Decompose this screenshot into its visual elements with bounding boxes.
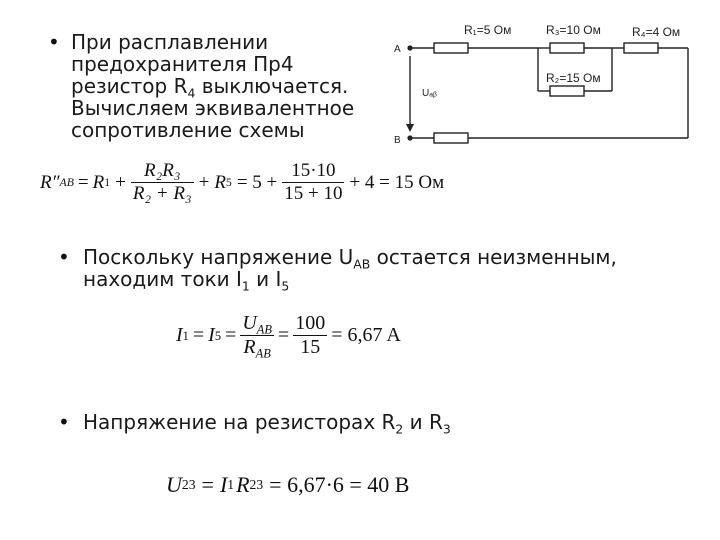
bullet-2-line-2-a: находим токи I	[83, 267, 242, 291]
r4-label: R₄=4 Ом	[632, 25, 681, 39]
formula-equivalent-resistance: R″ AB = R 1 + $\frac{\text{R₂R₃}}{\text{R₂ + R₃}}$ + R 5 = 5 + $\frac{15\cdot 10}{15 + 10}$ + 4 = 15 Ом	[40, 160, 445, 204]
node-a-label: A	[394, 44, 401, 55]
f1-plus2: +	[198, 171, 210, 193]
voltage-arrow-icon	[406, 124, 414, 132]
f1-r1: R	[92, 171, 105, 193]
f2-i1: I	[176, 324, 183, 346]
node-b-terminal	[407, 135, 412, 140]
bullet-2-line-1	[83, 245, 617, 272]
bullet-3-b: и R	[403, 410, 443, 434]
bullet-3-sub1: 2	[395, 421, 404, 437]
bullet-1-line-3-b: выключается.	[195, 74, 349, 98]
f1-tail: + 4 = 15 Ом	[349, 171, 445, 193]
f1-plus1: +	[115, 171, 126, 193]
f1-den: R₂ + R₃	[132, 183, 192, 204]
f2-tail: = 6,67 A	[331, 324, 401, 346]
f2-fraction-numeric	[293, 312, 327, 359]
bullet-2-line-1-b: остается неизменным,	[370, 245, 617, 269]
node-b-label: B	[394, 135, 401, 146]
f1-num: R₂R₃	[131, 160, 194, 183]
f3-eq1: =	[201, 472, 214, 497]
f2-eq1: =	[192, 324, 205, 346]
f1-eq2: = 5 +	[236, 171, 278, 193]
bullet-3-sub2: 3	[442, 421, 451, 437]
bullet-2-line-2-b: и I	[249, 267, 282, 291]
r1-label: R₁=5 Ом	[464, 23, 512, 37]
resistor-r3	[550, 43, 584, 53]
f1-lhs: R″	[40, 171, 60, 193]
bullet-marker: •	[58, 410, 70, 434]
formula-voltage-23: U 23 = I 1 R 23 = 6,67·6 = 40 B	[166, 472, 410, 497]
bullet-1-line-2: предохранителя Пр4	[71, 52, 294, 76]
f1-den2: 15 + 10	[284, 183, 343, 204]
bullet-1-line-3	[71, 74, 354, 101]
node-a-terminal	[407, 45, 412, 50]
r3-label: R₃=10 Ом	[546, 23, 601, 37]
f2-den-sub: AB	[255, 346, 271, 361]
f2-num-u: U	[242, 312, 257, 334]
formula-currents: I 1 = I 5 = $\frac{U_{AB}}{R_{AB}}$ = $\frac{100}{15}$ = 6,67 A	[176, 312, 401, 361]
f1-fraction-numeric	[282, 160, 344, 205]
f3-tail: = 6,67·6 = 40 B	[269, 472, 410, 497]
bullet-2-line-1-a: Поскольку напряжение U	[83, 245, 354, 269]
bullet-2-line-2	[83, 267, 617, 294]
bullet-1-line-5: сопротивление схемы	[71, 118, 305, 142]
bullet-2-line-1-sub: AB	[353, 256, 371, 272]
f2-num2: 100	[295, 312, 326, 334]
resistor-r4	[624, 43, 658, 53]
f2-den2: 15	[300, 336, 321, 358]
f3-u: U	[166, 472, 182, 497]
bullet-3-a: Напряжение на резисторах R	[83, 410, 396, 434]
f2-eq2: =	[225, 324, 237, 346]
f2-den	[240, 336, 274, 359]
resistor-r5	[434, 133, 468, 143]
f1-r5: R	[214, 171, 226, 193]
f2-num-sub: AB	[256, 322, 272, 337]
bullet-1-line-4: Вычисляем эквивалентное	[71, 96, 355, 120]
f1-num2: 15·10	[282, 160, 344, 183]
bullet-marker: •	[58, 245, 70, 269]
bullet-1-text	[71, 31, 354, 141]
f3-i: I	[219, 472, 228, 497]
bullet-marker: •	[48, 30, 60, 54]
bullet-2-line-2-sub2: 5	[281, 278, 290, 294]
f2-eq3: =	[277, 324, 290, 346]
bullet-2-text	[83, 245, 617, 294]
r2-label: R₂=15 Ом	[546, 71, 601, 85]
f1-eq1: =	[77, 171, 89, 193]
f2-i5: I	[208, 324, 215, 346]
voltage-label: Uₐᵦ	[422, 88, 437, 99]
f3-r: R	[236, 472, 250, 497]
bullet-2-line-2-sub1: 1	[241, 278, 250, 294]
bullet-1-line-3-a: резистор R	[71, 74, 188, 98]
bullet-3-text	[83, 410, 451, 437]
f2-fraction-symbolic	[240, 312, 274, 359]
bullet-1-line-3-sub: 4	[187, 85, 196, 101]
circuit-diagram	[384, 12, 696, 160]
resistor-r1	[434, 43, 468, 53]
f2-den-r: R	[243, 336, 256, 358]
f2-num	[240, 312, 274, 336]
f1-fraction-symbolic	[131, 160, 194, 205]
bullet-1-line-1: При расплавлении	[71, 30, 269, 54]
resistor-r2	[550, 86, 584, 96]
